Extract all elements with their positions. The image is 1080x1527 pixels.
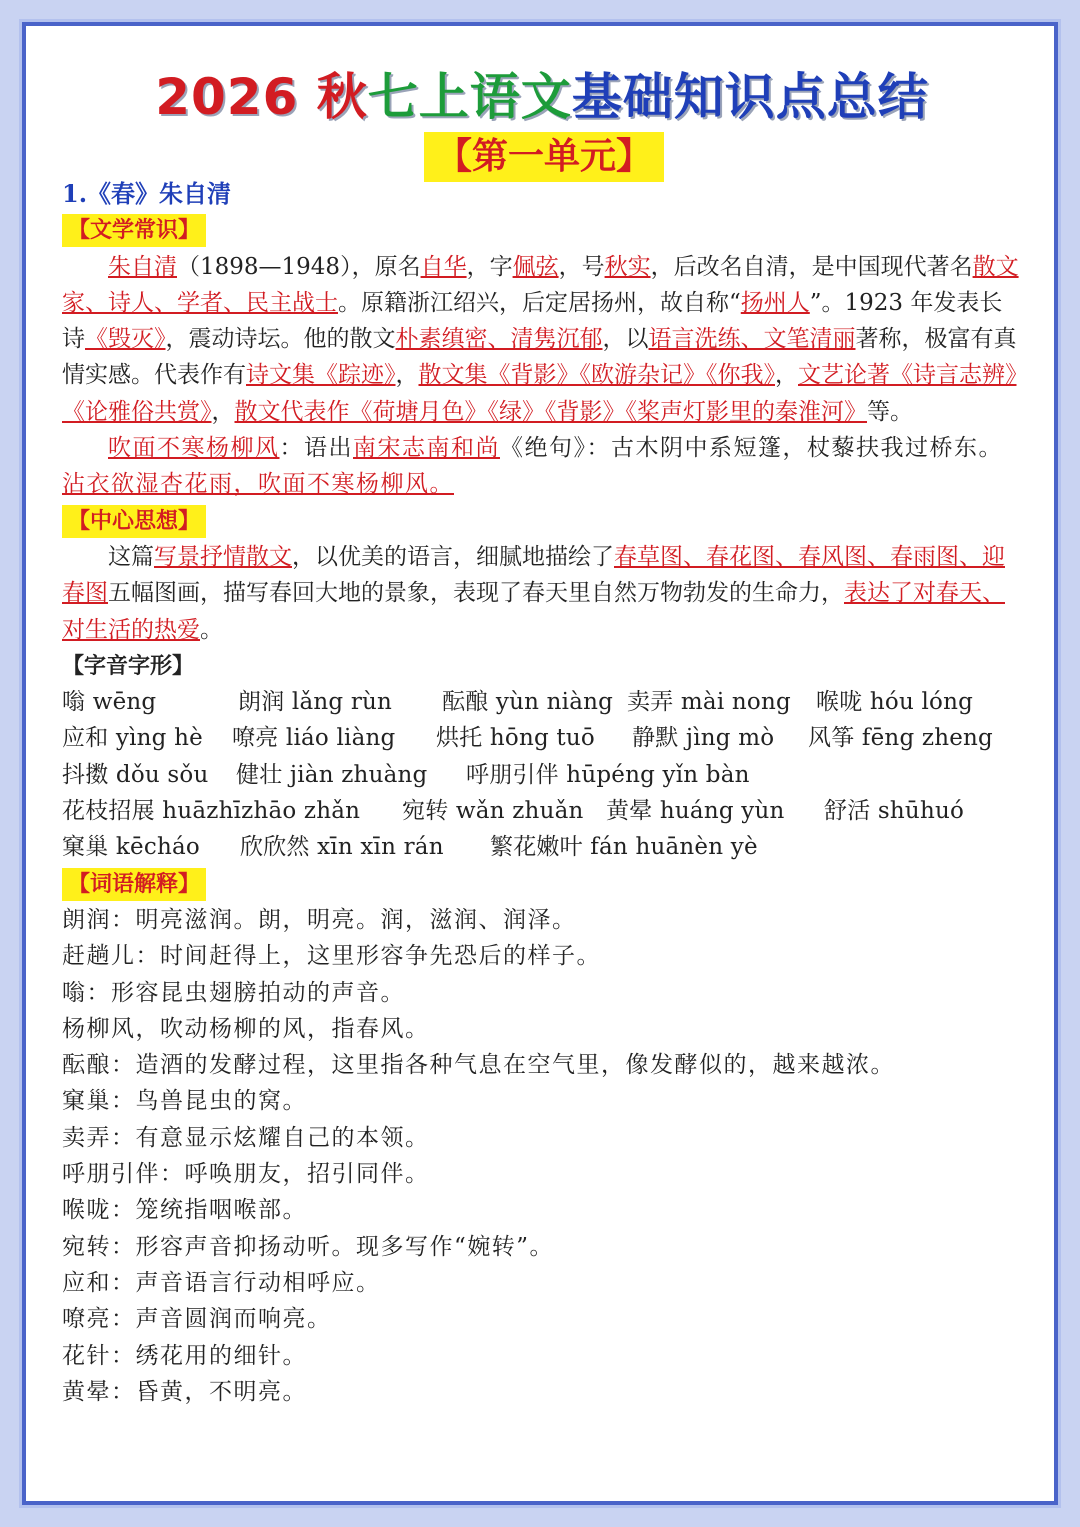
key-term: 文艺论著《诗言志辨》《论雅俗共赏》 bbox=[62, 362, 1017, 425]
pinyin-item: 舒活 shūhuó bbox=[824, 798, 965, 825]
vocab-item: 窠巢：鸟兽昆虫的窝。 bbox=[62, 1088, 307, 1115]
vocab-item: 卖弄：有意显示炫耀自己的本领。 bbox=[62, 1124, 430, 1151]
pinyin-item: 静默 jìng mò bbox=[632, 725, 775, 752]
pinyin-item: 窠巢 kēcháo bbox=[62, 834, 200, 861]
text-run: ：语出 bbox=[279, 435, 353, 462]
key-term: 佩弦 bbox=[512, 253, 559, 280]
pinyin-item: 花枝招展 huāzhīzhāo zhǎn bbox=[62, 798, 361, 825]
key-term: 秋实 bbox=[604, 253, 651, 280]
title-part-1: 2026 秋 bbox=[155, 68, 368, 126]
vocab-item: 赶趟儿：时间赶得上，这里形容争先恐后的样子。 bbox=[62, 943, 601, 970]
key-term: 诗文集《踪迹》 bbox=[246, 362, 396, 389]
section-pronunciation-heading: 【字音字形】 bbox=[62, 653, 195, 679]
text-run: ，后改名自清，是中国现代著名 bbox=[650, 253, 973, 280]
key-term: 自华 bbox=[420, 253, 467, 280]
vocab-item: 黄晕：昏黄，不明亮。 bbox=[62, 1378, 307, 1405]
key-term: 《毁灭》 bbox=[85, 326, 166, 353]
key-term: 吹面不寒杨柳风 bbox=[108, 435, 280, 462]
pinyin-item: 嗡 wēng bbox=[62, 689, 157, 716]
text-run: 等。 bbox=[867, 398, 913, 425]
key-term: 扬州人 bbox=[740, 289, 810, 316]
vocab-item: 花针：绣花用的细针。 bbox=[62, 1342, 307, 1369]
key-term: 散文家、诗人、学者、民主战士 bbox=[62, 253, 1019, 316]
text-run: 。 bbox=[200, 616, 223, 643]
text-run: 五幅图画，描写春回大地的景象，表现了春天里自然万物勃发的生命力， bbox=[108, 580, 844, 607]
pinyin-item: 宛转 wǎn zhuǎn bbox=[402, 798, 584, 825]
pinyin-item: 酝酿 yùn niàng bbox=[442, 689, 614, 716]
pinyin-item: 风筝 fēng zheng bbox=[808, 725, 993, 752]
text-run: ， bbox=[395, 362, 419, 389]
main-content bbox=[62, 176, 1024, 1410]
key-term: 春草图、春花图、春风图、春雨图、迎春图 bbox=[62, 543, 1005, 607]
pinyin-item: 嘹亮 liáo liàng bbox=[232, 725, 396, 752]
unit-heading: 【第一单元】 bbox=[424, 132, 664, 182]
pinyin-item: 烘托 hōng tuō bbox=[436, 725, 595, 752]
key-term: 朱自清 bbox=[108, 253, 177, 280]
title-part-2: 七上语文 bbox=[367, 68, 572, 126]
page-title bbox=[26, 66, 1058, 128]
pinyin-item: 黄晕 huáng yùn bbox=[606, 798, 785, 825]
pinyin-row bbox=[62, 829, 1024, 865]
pinyin-item: 健壮 jiàn zhuàng bbox=[236, 761, 428, 788]
text-run: ，以 bbox=[602, 326, 649, 353]
key-term: 语言洗练、文笔清丽 bbox=[648, 326, 856, 353]
section-literature-heading: 【文学常识】 bbox=[62, 214, 206, 247]
text-run: ， bbox=[211, 398, 235, 425]
vocab-item: 呼朋引伴：呼唤朋友，招引同伴。 bbox=[62, 1161, 430, 1188]
pinyin-item: 应和 yìng hè bbox=[62, 725, 203, 752]
vocab-list bbox=[62, 902, 1024, 1410]
lesson-title: 1.《春》朱自清 bbox=[62, 179, 232, 208]
pinyin-item: 呼朋引伴 hūpéng yǐn bàn bbox=[466, 761, 750, 788]
title-part-3: 基础知识点总结 bbox=[571, 68, 929, 126]
key-term: 朴素缜密、清隽沉郁 bbox=[395, 326, 603, 353]
key-term: 写景抒情散文 bbox=[154, 543, 292, 570]
vocab-item: 酝酿：造酒的发酵过程，这里指各种气息在空气里，像发酵似的，越来越浓。 bbox=[62, 1052, 895, 1079]
pinyin-row bbox=[62, 793, 1024, 829]
vocab-item: 嗡：形容昆虫翅膀拍动的声音。 bbox=[62, 979, 405, 1006]
pinyin-item: 朗润 lǎng rùn bbox=[238, 689, 393, 716]
pinyin-item: 抖擞 dǒu sǒu bbox=[62, 761, 209, 788]
pinyin-item: 卖弄 mài nong bbox=[627, 689, 791, 716]
text-run: ，号 bbox=[558, 253, 605, 280]
document-page bbox=[22, 22, 1058, 1505]
text-run: （1898—1948），原名 bbox=[177, 253, 421, 280]
pinyin-item: 喉咙 hóu lóng bbox=[816, 689, 974, 716]
pinyin-item: 繁花嫩叶 fán huānèn yè bbox=[490, 834, 758, 861]
text-run: ，字 bbox=[466, 253, 513, 280]
literature-paragraph-1 bbox=[62, 249, 1024, 430]
vocab-item: 宛转：形容声音抑扬动听。现多写作“婉转”。 bbox=[62, 1233, 555, 1260]
vocab-item: 喉咙：笼统指咽喉部。 bbox=[62, 1197, 307, 1224]
theme-paragraph bbox=[62, 539, 1024, 648]
key-term: 散文集《背影》《欧游杂记》《你我》 bbox=[418, 362, 775, 389]
pinyin-row bbox=[62, 684, 1024, 720]
literature-paragraph-2 bbox=[62, 430, 1024, 503]
key-term: 表达了对春天、对生活的热爱 bbox=[62, 580, 1005, 643]
text-run: ”。1923 年发表长诗 bbox=[62, 289, 1003, 353]
pinyin-item: 欣欣然 xīn xīn rán bbox=[240, 834, 444, 861]
text-run: 《绝句》：古木阴中系短篷，杖藜扶我过桥东。 bbox=[500, 435, 1003, 462]
vocab-item: 杨柳风，吹动杨柳的风，指春风。 bbox=[62, 1015, 430, 1042]
key-term: 南宋志南和尚 bbox=[353, 435, 500, 462]
text-run: 著称，极富有真情实感。代表作有 bbox=[62, 326, 1017, 389]
pinyin-row bbox=[62, 757, 1024, 793]
section-theme-heading: 【中心思想】 bbox=[62, 505, 206, 538]
key-term: 散文代表作《荷塘月色》《绿》《背影》《桨声灯影里的秦淮河》 bbox=[234, 398, 867, 425]
vocab-item: 应和：声音语言行动相呼应。 bbox=[62, 1269, 381, 1296]
text-run: ， bbox=[775, 362, 798, 389]
text-run: 这篇 bbox=[108, 543, 154, 570]
key-term: 沾衣欲湿杏花雨，吹面不寒杨柳风。 bbox=[62, 471, 454, 498]
section-vocab-heading: 【词语解释】 bbox=[62, 868, 206, 901]
vocab-item: 朗润：明亮滋润。朗，明亮。润，滋润、润泽。 bbox=[62, 906, 577, 933]
pinyin-row bbox=[62, 720, 1024, 756]
text-run: ，震动诗坛。他的散文 bbox=[165, 326, 396, 353]
text-run: 。原籍浙江绍兴，后定居扬州，故自称“ bbox=[338, 289, 741, 316]
pinyin-list bbox=[62, 684, 1024, 865]
text-run: ，以优美的语言，细腻地描绘了 bbox=[292, 543, 614, 570]
vocab-item: 嘹亮：声音圆润而响亮。 bbox=[62, 1306, 332, 1333]
